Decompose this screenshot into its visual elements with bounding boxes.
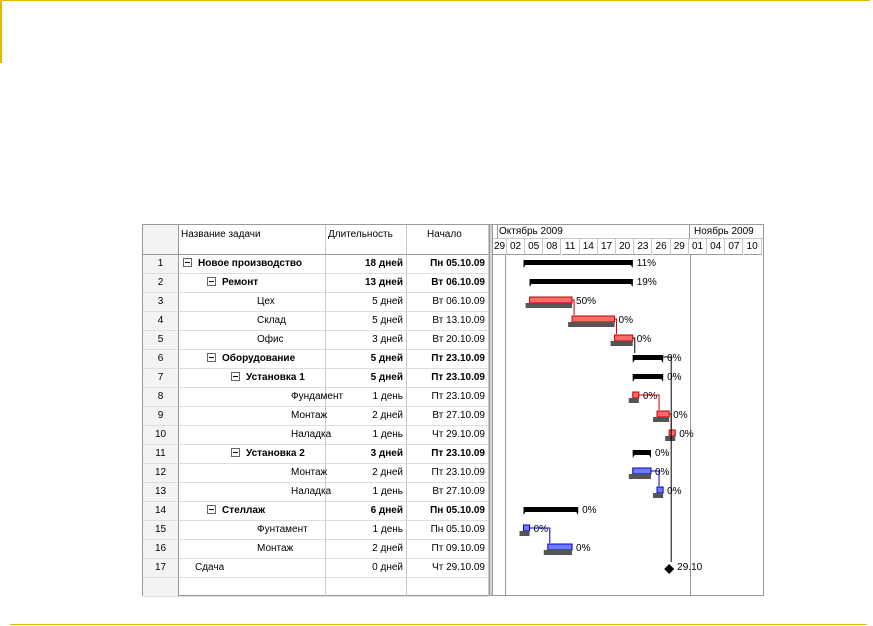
table-row[interactable]: [143, 445, 489, 464]
collapse-toggle-icon[interactable]: [207, 277, 216, 286]
task-name-cell[interactable]: [179, 483, 332, 502]
duration-cell[interactable]: 5 дней: [326, 312, 407, 331]
task-name-cell[interactable]: [179, 350, 326, 369]
start-cell[interactable]: Вт 06.10.09: [407, 274, 489, 293]
slide-bottom-rule: [10, 624, 867, 625]
table-row[interactable]: [143, 331, 489, 350]
duration-cell[interactable]: [326, 578, 407, 597]
timescale-day: 29: [671, 239, 689, 255]
timescale-day: 26: [653, 239, 671, 255]
row-id[interactable]: 6: [143, 350, 179, 369]
start-cell[interactable]: Пт 23.10.09: [407, 388, 489, 407]
timescale-day: 08: [543, 239, 561, 255]
gantt-chart: [493, 225, 763, 595]
gantt-link-arrow: [663, 357, 671, 562]
table-row[interactable]: [143, 274, 489, 293]
task-table: [143, 225, 489, 595]
collapse-toggle-icon[interactable]: [207, 505, 216, 514]
task-name-cell[interactable]: [179, 388, 344, 407]
baseline-bar[interactable]: [526, 303, 572, 308]
table-row[interactable]: [143, 483, 489, 502]
task-name: Оборудование: [222, 353, 296, 364]
table-row[interactable]: [143, 388, 489, 407]
row-id[interactable]: 12: [143, 464, 179, 483]
task-name: Стеллаж: [222, 505, 266, 516]
row-id[interactable]: 2: [143, 274, 179, 293]
task-bar[interactable]: [669, 430, 675, 436]
table-row[interactable]: [143, 293, 489, 312]
duration-cell[interactable]: 13 дней: [326, 274, 407, 293]
task-name-cell[interactable]: [179, 407, 326, 426]
duration-cell[interactable]: 3 дней: [326, 445, 407, 464]
duration-cell[interactable]: 18 дней: [326, 255, 407, 274]
percent-complete-label: 0%: [673, 410, 688, 421]
task-name: Монтаж: [291, 410, 328, 421]
baseline-bar[interactable]: [568, 322, 614, 327]
table-row[interactable]: [143, 255, 489, 274]
task-name: Офис: [257, 334, 284, 345]
table-row[interactable]: [143, 521, 489, 540]
row-id[interactable]: 13: [143, 483, 179, 502]
row-id[interactable]: 17: [143, 559, 179, 578]
task-bar[interactable]: [548, 544, 572, 550]
start-cell[interactable]: Пн 05.10.09: [407, 521, 489, 540]
table-row[interactable]: [143, 502, 489, 521]
percent-complete-label: 0%: [679, 429, 694, 440]
table-row[interactable]: [143, 464, 489, 483]
timescale-day: 05: [525, 239, 543, 255]
duration-cell[interactable]: 2 дней: [326, 464, 407, 483]
summary-bar[interactable]: [633, 355, 663, 360]
table-row[interactable]: [143, 559, 489, 578]
task-name-cell[interactable]: [179, 426, 332, 445]
duration-cell[interactable]: 1 день: [326, 426, 407, 445]
gantt-view: [142, 224, 764, 596]
task-name-cell[interactable]: [179, 274, 326, 293]
baseline-bar[interactable]: [653, 493, 663, 498]
duration-cell[interactable]: 2 дней: [326, 540, 407, 559]
column-header-start-label: Начало: [427, 229, 462, 240]
task-bar[interactable]: [572, 316, 614, 322]
duration-cell[interactable]: 1 день: [326, 483, 407, 502]
task-bar[interactable]: [524, 525, 530, 531]
table-row[interactable]: [143, 350, 489, 369]
duration-cell[interactable]: 1 день: [326, 521, 407, 540]
timescale-day: 14: [580, 239, 598, 255]
percent-complete-label: 50%: [576, 296, 597, 307]
percent-complete-label: 0%: [533, 524, 549, 535]
baseline-bar[interactable]: [544, 550, 572, 555]
column-header-duration[interactable]: [326, 225, 407, 255]
empty-row[interactable]: [143, 578, 489, 597]
duration-cell[interactable]: 1 день: [326, 388, 407, 407]
timescale-day: 20: [616, 239, 634, 255]
timescale-day: 02: [507, 239, 525, 255]
task-name-cell[interactable]: [179, 293, 326, 312]
task-name-cell[interactable]: [179, 502, 326, 521]
start-cell[interactable]: Вт 13.10.09: [407, 312, 489, 331]
row-id[interactable]: 16: [143, 540, 179, 559]
percent-complete-label: 29.10: [677, 562, 703, 573]
row-id[interactable]: 3: [143, 293, 179, 312]
start-cell[interactable]: Вт 27.10.09: [407, 407, 489, 426]
percent-complete-label: 0%: [667, 353, 682, 364]
duration-cell[interactable]: 5 дней: [326, 350, 407, 369]
start-cell[interactable]: Вт 06.10.09: [407, 293, 489, 312]
task-bar[interactable]: [530, 297, 572, 303]
task-name-cell[interactable]: [179, 578, 326, 597]
task-name: Цех: [257, 296, 275, 307]
task-name: Фундамент: [291, 391, 344, 402]
column-header-task-name-label: Название задачи: [181, 229, 261, 240]
row-id[interactable]: 4: [143, 312, 179, 331]
baseline-bar[interactable]: [653, 417, 669, 422]
baseline-bar[interactable]: [520, 531, 530, 536]
timescale-day: 11: [562, 239, 580, 255]
task-name-cell[interactable]: [179, 331, 326, 350]
task-name: Сдача: [195, 562, 225, 573]
slide-top-frame: [0, 0, 870, 63]
collapse-toggle-icon[interactable]: [183, 258, 192, 267]
summary-bar[interactable]: [530, 279, 633, 284]
baseline-bar[interactable]: [665, 436, 675, 441]
task-name-cell[interactable]: [179, 540, 326, 559]
task-name-cell[interactable]: [179, 369, 326, 388]
timescale-day: 04: [707, 239, 725, 255]
table-row[interactable]: [143, 407, 489, 426]
start-cell[interactable]: Вт 27.10.09: [407, 483, 489, 502]
duration-cell[interactable]: 5 дней: [326, 293, 407, 312]
start-cell[interactable]: Пн 05.10.09: [407, 502, 489, 521]
percent-complete-label: 0%: [636, 334, 652, 345]
baseline-bar[interactable]: [629, 474, 651, 479]
task-name-cell[interactable]: [179, 312, 326, 331]
row-id[interactable]: 10: [143, 426, 179, 445]
start-cell[interactable]: Пт 23.10.09: [407, 464, 489, 483]
task-name: Склад: [257, 315, 286, 326]
percent-complete-label: 0%: [654, 467, 670, 478]
timescale-day: 23: [634, 239, 652, 255]
task-bar[interactable]: [633, 392, 639, 398]
percent-complete-label: 19%: [636, 277, 657, 288]
duration-cell[interactable]: 5 дней: [326, 369, 407, 388]
timescale-day: 01: [689, 239, 707, 255]
task-bar[interactable]: [615, 335, 633, 341]
start-cell[interactable]: Вт 20.10.09: [407, 331, 489, 350]
percent-complete-label: 11%: [636, 258, 657, 269]
row-id[interactable]: 5: [143, 331, 179, 350]
row-id-header[interactable]: [143, 225, 179, 255]
start-cell[interactable]: Чт 29.10.09: [407, 426, 489, 445]
duration-cell[interactable]: 3 дней: [326, 331, 407, 350]
table-row[interactable]: [143, 540, 489, 559]
task-name-cell[interactable]: [179, 521, 326, 540]
task-name: Монтаж: [291, 467, 328, 478]
milestone-marker[interactable]: [664, 564, 674, 574]
task-name: Наладка: [291, 486, 332, 497]
row-id[interactable]: 1: [143, 255, 179, 274]
task-name-cell[interactable]: [179, 464, 326, 483]
start-cell[interactable]: Пн 05.10.09: [407, 255, 489, 274]
column-header-task-name[interactable]: [179, 225, 326, 255]
percent-complete-label: 0%: [654, 448, 670, 459]
task-bar[interactable]: [633, 468, 651, 474]
task-name: Наладка: [291, 429, 332, 440]
start-cell[interactable]: Пт 23.10.09: [407, 445, 489, 464]
collapse-toggle-icon[interactable]: [231, 448, 240, 457]
table-row[interactable]: [143, 369, 489, 388]
table-row[interactable]: [143, 312, 489, 331]
collapse-toggle-icon[interactable]: [231, 372, 240, 381]
start-cell[interactable]: Чт 29.10.09: [407, 559, 489, 578]
summary-bar[interactable]: [524, 260, 633, 265]
task-bar[interactable]: [657, 487, 663, 493]
percent-complete-label: 0%: [618, 315, 634, 326]
task-name: Ремонт: [222, 277, 259, 288]
start-cell[interactable]: Пт 23.10.09: [407, 350, 489, 369]
timescale-month-nov-label: Ноябрь 2009: [694, 226, 754, 237]
task-name-cell[interactable]: [179, 255, 326, 274]
task-name: Монтаж: [257, 543, 294, 554]
column-header-start[interactable]: [407, 225, 489, 255]
task-name: Фунтамент: [257, 524, 308, 535]
task-name: Установка 2: [246, 448, 305, 459]
timescale-day: 10: [744, 239, 762, 255]
percent-complete-label: 0%: [642, 391, 658, 402]
duration-cell[interactable]: 6 дней: [326, 502, 407, 521]
percent-complete-label: 0%: [582, 505, 597, 516]
percent-complete-label: 0%: [576, 543, 591, 554]
baseline-bar[interactable]: [611, 341, 633, 346]
row-id: [143, 578, 179, 597]
row-id[interactable]: 8: [143, 388, 179, 407]
row-id[interactable]: 14: [143, 502, 179, 521]
gantt-bars: [493, 225, 763, 595]
row-id[interactable]: 7: [143, 369, 179, 388]
percent-complete-label: 0%: [667, 372, 682, 383]
task-name: Новое производство: [198, 258, 302, 269]
row-id[interactable]: 15: [143, 521, 179, 540]
timescale-month-oct-label: Октябрь 2009: [499, 226, 563, 237]
start-cell[interactable]: [407, 578, 489, 597]
baseline-bar[interactable]: [629, 398, 639, 403]
task-name-cell[interactable]: [179, 445, 326, 464]
timescale-day: 07: [725, 239, 743, 255]
summary-bar[interactable]: [524, 507, 579, 512]
table-row[interactable]: [143, 426, 489, 445]
task-name-cell[interactable]: [179, 559, 326, 578]
duration-cell[interactable]: 0 дней: [326, 559, 407, 578]
row-id[interactable]: 11: [143, 445, 179, 464]
start-cell[interactable]: Пт 23.10.09: [407, 369, 489, 388]
timescale-day: 29: [493, 239, 507, 255]
summary-bar[interactable]: [633, 374, 663, 379]
duration-cell[interactable]: 2 дней: [326, 407, 407, 426]
task-bar[interactable]: [657, 411, 669, 417]
start-cell[interactable]: Пт 09.10.09: [407, 540, 489, 559]
collapse-toggle-icon[interactable]: [207, 353, 216, 362]
task-name: Установка 1: [246, 372, 305, 383]
row-id[interactable]: 9: [143, 407, 179, 426]
timescale-day: 17: [598, 239, 616, 255]
percent-complete-label: 0%: [667, 486, 682, 497]
column-header-duration-label: Длительность: [328, 229, 393, 240]
